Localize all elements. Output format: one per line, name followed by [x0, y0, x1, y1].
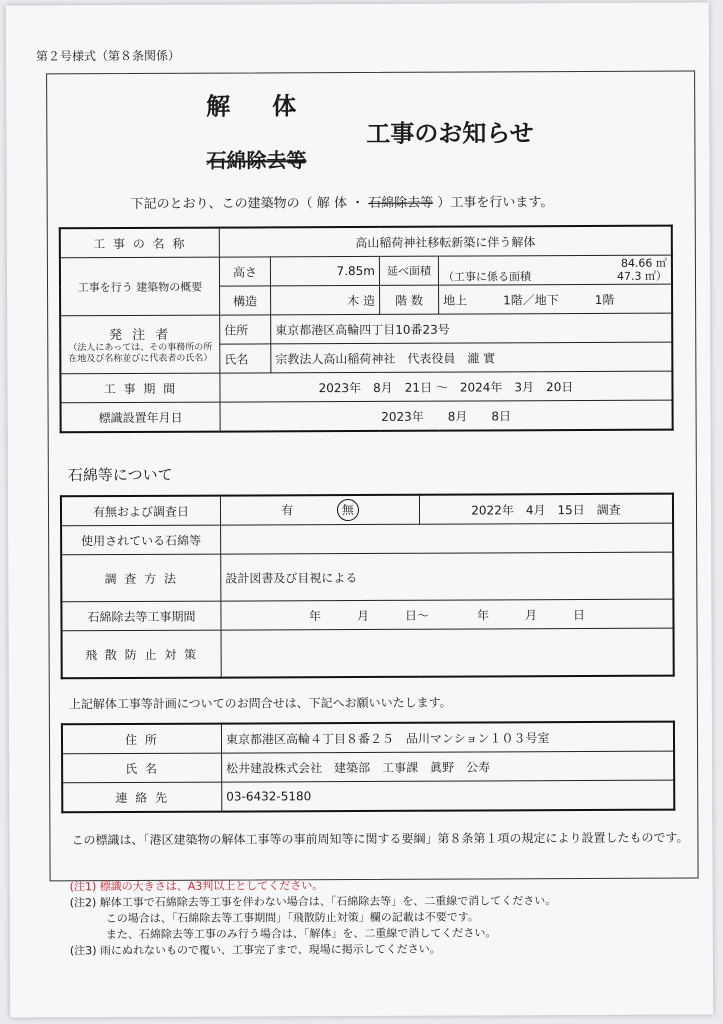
work-area-label: （工事に係る面積 [442, 270, 532, 284]
client-cell [60, 315, 220, 374]
intro-after: ）工事を行います。 [437, 195, 554, 211]
scatter-value [221, 628, 674, 677]
sign-date-value: 2023年 8月 8日 [220, 400, 673, 431]
inquiry-text: 上記解体工事等計画についてのお問合せは、下記へお願いいたします。 [68, 695, 452, 712]
period-value: 2023年 8月 21日 〜 2024年 3月 20日 [220, 371, 673, 402]
used-value [221, 523, 674, 554]
structure-value: 木 造 [271, 285, 380, 314]
inquiry-address-label: 住 所 [62, 724, 222, 754]
floors-value: 地上 1階／地下 1階 [439, 284, 673, 314]
inquiry-contact-label: 連 絡 先 [62, 782, 222, 812]
note-2a: (注2) 解体工事で石綿除去等工事を伴わない場合は、「石綿除去等」を、二重線で消してください。 [69, 894, 557, 910]
address-value: 東京都港区高輪四丁目10番23号 [271, 313, 673, 344]
survey-date: 2022年 4月 15日 調査 [419, 494, 673, 525]
client-label: 発 注 者 [109, 327, 172, 344]
inquiry-name-label: 氏 名 [62, 753, 222, 783]
asbestos-table [60, 493, 675, 680]
used-label: 使用されている石綿等 [61, 525, 221, 555]
note-1: (注1) 標識の大きさは、A3判以上としてください。 [69, 879, 324, 894]
sign-date-label: 標識設置年月日 [61, 402, 221, 432]
method-value: 設計図書及び目視による [221, 552, 674, 601]
inquiry-contact-value: 03-6432-5180 [222, 780, 675, 811]
inquiry-table [61, 721, 675, 814]
intro-text [131, 191, 554, 212]
note-3: (注3) 雨にぬれないもので覆い、工事完了まで、現場に掲示してください。 [69, 942, 441, 958]
intro-before: 下記のとおり、この建築物の（ 解 体 ・ [130, 195, 365, 212]
scatter-label: 飛 散 防 止 対 策 [62, 630, 222, 678]
height-label: 高さ [219, 257, 270, 286]
overview-label: 工事を行う 建築物の概要 [60, 257, 220, 316]
note-2b: この場合は、「石綿除去等工事期間」「飛散防止対策」欄の記載は不要です。 [105, 910, 479, 926]
presence-cell [220, 495, 419, 525]
period-label: 工 事 期 間 [60, 373, 220, 403]
address-label: 住所 [220, 315, 271, 344]
title-asbestos-struck: 石綿除去等 [206, 148, 307, 173]
presence-no-circled: 無 [337, 499, 359, 521]
inquiry-address-value: 東京都港区高輪４丁目８番２５ 品川マンション１０３号室 [221, 722, 674, 753]
removal-period-label: 石綿除去等工事期間 [61, 601, 221, 631]
note-2c: また、石綿除去等工事のみ行う場合は、「解体」を、二重線で消してください。 [105, 926, 497, 942]
client-name-label: 氏名 [220, 344, 271, 373]
project-table [59, 225, 674, 434]
asbestos-section-title: 石綿等について [67, 465, 173, 485]
floors-label: 階 数 [380, 285, 439, 314]
notice-sheet [6, 2, 713, 1017]
floor-area-label: 延べ面積 [379, 256, 438, 285]
title-demolition: 解体 [206, 92, 339, 121]
removal-period-value: 年 月 日〜 年 月 日 [221, 599, 674, 630]
intro-struck: 石綿除去等 [368, 195, 434, 211]
method-label: 調 査 方 法 [61, 554, 221, 602]
inquiry-name-value: 松井建設株式会社 建築部 工事課 眞野 公寿 [222, 751, 675, 782]
floor-area-cell [438, 255, 672, 285]
work-area-value: 47.3 ㎡） [616, 269, 668, 283]
height-value: 7.85m [270, 256, 379, 285]
client-name-value: 宗教法人高山稲荷神社 代表役員 瀧 實 [271, 342, 673, 373]
title-notice: 工事のお知らせ [366, 119, 534, 148]
project-name-value: 高山稲荷神社移転新築に伴う解体 [219, 226, 672, 257]
floor-area-value: 84.66 ㎡ [620, 256, 667, 270]
closing-statement: この標識は、「港区建築物の解体工事等の事前周知等に関する要綱」第８条第１項の規定により設置したものです。 [71, 830, 689, 848]
project-name-label: 工 事 の 名 称 [60, 228, 220, 258]
structure-label: 構造 [220, 286, 271, 315]
form-number: 第２号様式（第８条関係） [35, 48, 181, 64]
client-note: （法人にあっては、その事務所の所在地及び名称並びに代表者の氏名） [68, 342, 213, 365]
presence-yes: 有 [281, 503, 294, 518]
notes [70, 877, 557, 959]
presence-label: 有無および調査日 [61, 496, 221, 526]
